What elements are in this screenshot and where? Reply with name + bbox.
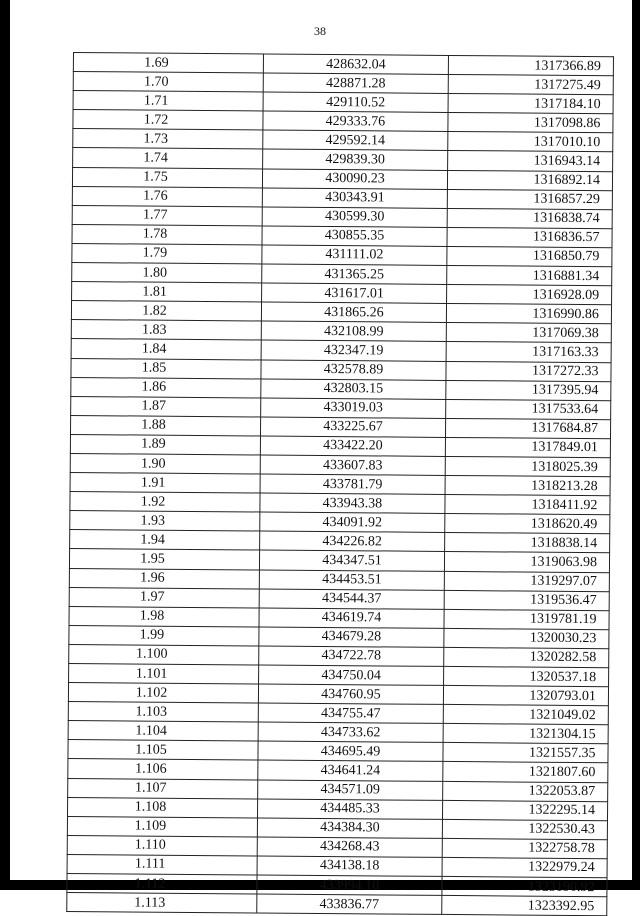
point-id-cell: 1.90 bbox=[70, 453, 260, 474]
x-coordinate-cell: 431365.25 bbox=[262, 264, 447, 285]
point-id-cell: 1.111 bbox=[67, 854, 257, 875]
y-coordinate-cell: 1316892.14 bbox=[447, 170, 612, 190]
x-coordinate-cell: 434091.92 bbox=[260, 512, 445, 533]
x-coordinate-cell: 434750.04 bbox=[259, 665, 444, 686]
x-coordinate-cell: 433422.20 bbox=[260, 436, 445, 457]
y-coordinate-cell: 1321557.35 bbox=[443, 743, 608, 763]
point-id-cell: 1.84 bbox=[71, 339, 261, 360]
x-coordinate-cell: 431111.02 bbox=[262, 245, 447, 266]
x-coordinate-cell: 434571.09 bbox=[258, 780, 443, 801]
point-id-cell: 1.96 bbox=[69, 568, 259, 589]
y-coordinate-cell: 1317533.64 bbox=[446, 399, 611, 419]
x-coordinate-cell: 434384.30 bbox=[257, 818, 442, 839]
scan-edge-right bbox=[632, 0, 640, 890]
x-coordinate-cell: 433225.67 bbox=[260, 417, 445, 438]
table-body bbox=[67, 53, 614, 916]
y-coordinate-cell: 1318838.14 bbox=[445, 533, 610, 553]
y-coordinate-cell: 1322979.24 bbox=[442, 857, 607, 877]
x-coordinate-cell: 434679.28 bbox=[259, 627, 444, 648]
y-coordinate-cell: 1319297.07 bbox=[444, 571, 609, 591]
point-id-cell: 1.94 bbox=[70, 530, 260, 551]
x-coordinate-cell: 433994.10 bbox=[257, 875, 442, 896]
x-coordinate-cell: 433019.03 bbox=[261, 398, 446, 419]
x-coordinate-cell: 434760.95 bbox=[258, 684, 443, 705]
x-coordinate-cell: 434453.51 bbox=[259, 570, 444, 591]
point-id-cell: 1.113 bbox=[67, 893, 257, 914]
x-coordinate-cell: 432578.89 bbox=[261, 359, 446, 380]
point-id-cell: 1.109 bbox=[67, 816, 257, 837]
point-id-cell: 1.71 bbox=[73, 91, 263, 112]
point-id-cell: 1.89 bbox=[70, 434, 260, 455]
point-id-cell: 1.105 bbox=[68, 740, 258, 761]
x-coordinate-cell: 430343.91 bbox=[262, 188, 447, 209]
point-id-cell: 1.70 bbox=[73, 72, 263, 93]
y-coordinate-cell: 1321807.60 bbox=[443, 762, 608, 782]
y-coordinate-cell: 1318213.28 bbox=[445, 475, 610, 495]
x-coordinate-cell: 430599.30 bbox=[262, 207, 447, 228]
point-id-cell: 1.97 bbox=[69, 587, 259, 608]
coordinates-table-container bbox=[66, 52, 613, 916]
y-coordinate-cell: 1316881.34 bbox=[447, 265, 612, 285]
x-coordinate-cell: 434695.49 bbox=[258, 741, 443, 762]
x-coordinate-cell: 432347.19 bbox=[261, 340, 446, 361]
y-coordinate-cell: 1317849.01 bbox=[445, 437, 610, 457]
point-id-cell: 1.104 bbox=[68, 721, 258, 742]
point-id-cell: 1.77 bbox=[72, 205, 262, 226]
y-coordinate-cell: 1317275.49 bbox=[448, 75, 613, 95]
point-id-cell: 1.80 bbox=[72, 263, 262, 284]
point-id-cell: 1.95 bbox=[69, 549, 259, 570]
y-coordinate-cell: 1317684.87 bbox=[445, 418, 610, 438]
y-coordinate-cell: 1316990.86 bbox=[446, 304, 611, 324]
x-coordinate-cell: 430090.23 bbox=[262, 169, 447, 190]
x-coordinate-cell: 433781.79 bbox=[260, 474, 445, 495]
point-id-cell: 1.83 bbox=[71, 320, 261, 341]
x-coordinate-cell: 429333.76 bbox=[263, 111, 448, 132]
point-id-cell: 1.85 bbox=[71, 358, 261, 379]
x-coordinate-cell: 432108.99 bbox=[261, 321, 446, 342]
point-id-cell: 1.74 bbox=[73, 148, 263, 169]
x-coordinate-cell: 434485.33 bbox=[257, 799, 442, 820]
x-coordinate-cell: 431865.26 bbox=[261, 302, 446, 323]
y-coordinate-cell: 1317098.86 bbox=[448, 113, 613, 133]
y-coordinate-cell: 1316836.57 bbox=[447, 227, 612, 247]
x-coordinate-cell: 434226.82 bbox=[260, 531, 445, 552]
x-coordinate-cell: 429839.30 bbox=[263, 149, 448, 170]
point-id-cell: 1.92 bbox=[70, 492, 260, 513]
point-id-cell: 1.102 bbox=[68, 683, 258, 704]
scan-edge-left bbox=[0, 0, 10, 890]
y-coordinate-cell: 1317163.33 bbox=[446, 342, 611, 362]
y-coordinate-cell: 1318411.92 bbox=[445, 495, 610, 515]
x-coordinate-cell: 434138.18 bbox=[257, 856, 442, 877]
y-coordinate-cell: 1320793.01 bbox=[443, 686, 608, 706]
y-coordinate-cell: 1322530.43 bbox=[442, 819, 607, 839]
x-coordinate-cell: 434755.47 bbox=[258, 703, 443, 724]
point-id-cell: 1.101 bbox=[69, 663, 259, 684]
x-coordinate-cell: 434641.24 bbox=[258, 760, 443, 781]
point-id-cell: 1.75 bbox=[72, 167, 262, 188]
point-id-cell: 1.82 bbox=[71, 301, 261, 322]
y-coordinate-cell: 1317395.94 bbox=[446, 380, 611, 400]
x-coordinate-cell: 430855.35 bbox=[262, 226, 447, 247]
y-coordinate-cell: 1322295.14 bbox=[442, 800, 607, 820]
point-id-cell: 1.78 bbox=[72, 224, 262, 245]
x-coordinate-cell: 434619.74 bbox=[259, 608, 444, 629]
x-coordinate-cell: 432803.15 bbox=[261, 379, 446, 400]
point-id-cell: 1.100 bbox=[69, 644, 259, 665]
y-coordinate-cell: 1320537.18 bbox=[444, 666, 609, 686]
table-row bbox=[67, 893, 607, 916]
x-coordinate-cell: 434722.78 bbox=[259, 646, 444, 667]
x-coordinate-cell: 429592.14 bbox=[263, 130, 448, 151]
y-coordinate-cell: 1322053.87 bbox=[443, 781, 608, 801]
page-number: 38 bbox=[314, 24, 326, 38]
point-id-cell: 1.86 bbox=[71, 377, 261, 398]
y-coordinate-cell: 1316857.29 bbox=[447, 189, 612, 209]
x-coordinate-cell: 428871.28 bbox=[263, 73, 448, 94]
point-id-cell: 1.108 bbox=[67, 797, 257, 818]
y-coordinate-cell: 1317184.10 bbox=[448, 94, 613, 114]
point-id-cell: 1.76 bbox=[72, 186, 262, 207]
x-coordinate-cell: 434347.51 bbox=[259, 550, 444, 571]
y-coordinate-cell: 1318620.49 bbox=[445, 514, 610, 534]
y-coordinate-cell: 1318025.39 bbox=[445, 456, 610, 476]
y-coordinate-cell: 1321304.15 bbox=[443, 724, 608, 744]
point-id-cell: 1.103 bbox=[68, 702, 258, 723]
y-coordinate-cell: 1323392.95 bbox=[442, 896, 607, 916]
point-id-cell: 1.98 bbox=[69, 606, 259, 627]
point-id-cell: 1.107 bbox=[68, 778, 258, 799]
y-coordinate-cell: 1316928.09 bbox=[447, 285, 612, 305]
y-coordinate-cell: 1323190.92 bbox=[442, 876, 607, 896]
coordinates-table bbox=[66, 52, 614, 916]
y-coordinate-cell: 1320030.23 bbox=[444, 628, 609, 648]
y-coordinate-cell: 1321049.02 bbox=[443, 705, 608, 725]
x-coordinate-cell: 433836.77 bbox=[257, 894, 442, 915]
x-coordinate-cell: 434268.43 bbox=[257, 837, 442, 858]
y-coordinate-cell: 1316943.14 bbox=[448, 151, 613, 171]
y-coordinate-cell: 1317272.33 bbox=[446, 361, 611, 381]
point-id-cell: 1.110 bbox=[67, 835, 257, 856]
point-id-cell: 1.72 bbox=[73, 110, 263, 131]
y-coordinate-cell: 1320282.58 bbox=[444, 647, 609, 667]
point-id-cell: 1.87 bbox=[71, 396, 261, 417]
y-coordinate-cell: 1316850.79 bbox=[447, 246, 612, 266]
x-coordinate-cell: 433607.83 bbox=[260, 455, 445, 476]
y-coordinate-cell: 1319781.19 bbox=[444, 609, 609, 629]
x-coordinate-cell: 429110.52 bbox=[263, 92, 448, 113]
y-coordinate-cell: 1316838.74 bbox=[447, 208, 612, 228]
point-id-cell: 1.81 bbox=[72, 282, 262, 303]
y-coordinate-cell: 1319536.47 bbox=[444, 590, 609, 610]
y-coordinate-cell: 1322758.78 bbox=[442, 838, 607, 858]
y-coordinate-cell: 1319063.98 bbox=[444, 552, 609, 572]
point-id-cell: 1.88 bbox=[70, 415, 260, 436]
point-id-cell: 1.69 bbox=[73, 53, 263, 74]
point-id-cell: 1.91 bbox=[70, 473, 260, 494]
x-coordinate-cell: 431617.01 bbox=[262, 283, 447, 304]
x-coordinate-cell: 434544.37 bbox=[259, 589, 444, 610]
x-coordinate-cell: 428632.04 bbox=[263, 54, 448, 75]
point-id-cell: 1.73 bbox=[73, 129, 263, 150]
y-coordinate-cell: 1317366.89 bbox=[448, 55, 613, 75]
point-id-cell: 1.99 bbox=[69, 625, 259, 646]
point-id-cell: 1.106 bbox=[68, 759, 258, 780]
x-coordinate-cell: 433943.38 bbox=[260, 493, 445, 514]
x-coordinate-cell: 434733.62 bbox=[258, 722, 443, 743]
y-coordinate-cell: 1317010.10 bbox=[448, 132, 613, 152]
y-coordinate-cell: 1317069.38 bbox=[446, 323, 611, 343]
point-id-cell: 1.79 bbox=[72, 243, 262, 264]
point-id-cell: 1.93 bbox=[70, 511, 260, 532]
point-id-cell: 1.112 bbox=[67, 874, 257, 895]
